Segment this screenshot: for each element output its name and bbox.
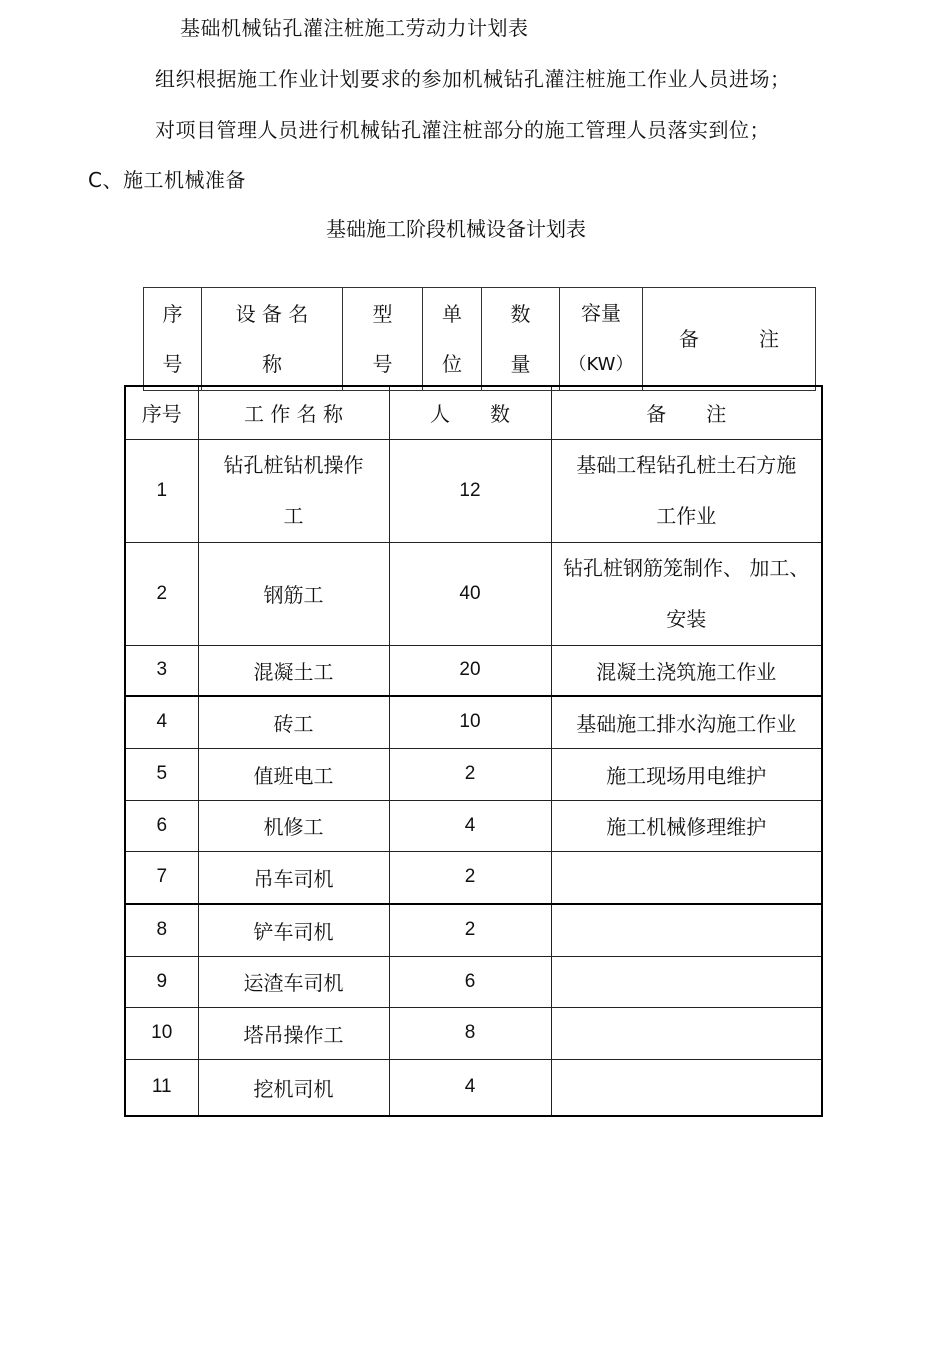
table-row: [125, 748, 822, 800]
row-count: 2: [389, 748, 551, 800]
equip-header-model: 型 号: [343, 288, 423, 391]
table-row: [125, 851, 822, 904]
table-row: [125, 439, 822, 542]
equip-header-capacity: 容量 （KW）: [560, 288, 643, 391]
row-seq: 7: [125, 851, 198, 904]
equipment-plan-table-header: [143, 287, 816, 391]
table-row: [125, 800, 822, 851]
row-job-name: 混凝土工: [198, 645, 389, 696]
equip-header-name: 设 备 名 称: [202, 288, 343, 391]
row-job-name: 塔吊操作工: [198, 1007, 389, 1059]
row-count: 10: [389, 696, 551, 748]
row-seq: 3: [125, 645, 198, 696]
row-count: 2: [389, 904, 551, 956]
row-count: 12: [389, 439, 551, 542]
row-remark: [551, 1059, 822, 1116]
row-seq: 9: [125, 956, 198, 1007]
row-seq: 4: [125, 696, 198, 748]
row-count: 4: [389, 1059, 551, 1116]
table-row: [125, 904, 822, 956]
row-remark: 钻孔桩钢筋笼制作、 加工、 安装: [551, 542, 822, 645]
row-job-name: 钻孔桩钻机操作 工: [198, 439, 389, 542]
row-job-name: 机修工: [198, 800, 389, 851]
row-seq: 2: [125, 542, 198, 645]
row-job-name: 钢筋工: [198, 542, 389, 645]
row-remark: [551, 956, 822, 1007]
paragraph-management-staff: 对项目管理人员进行机械钻孔灌注桩部分的施工管理人员落实到位；: [155, 118, 770, 142]
row-remark: [551, 1007, 822, 1059]
row-count: 40: [389, 542, 551, 645]
row-remark: [551, 904, 822, 956]
labor-header-remark: 备 注: [551, 386, 822, 439]
row-seq: 8: [125, 904, 198, 956]
row-count: 4: [389, 800, 551, 851]
row-seq: 10: [125, 1007, 198, 1059]
row-seq: 6: [125, 800, 198, 851]
row-remark: [551, 851, 822, 904]
row-job-name: 挖机司机: [198, 1059, 389, 1116]
row-remark: 基础工程钻孔桩土石方施 工作业: [551, 439, 822, 542]
equip-header-remark: 备 注: [643, 288, 816, 391]
equip-header-unit: 单 位: [423, 288, 482, 391]
row-count: 8: [389, 1007, 551, 1059]
table-row: [125, 645, 822, 696]
table-row: [125, 696, 822, 748]
labor-header-name: 工 作 名 称: [198, 386, 389, 439]
row-remark: 基础施工排水沟施工作业: [551, 696, 822, 748]
table-row: [125, 1007, 822, 1059]
row-job-name: 运渣车司机: [198, 956, 389, 1007]
row-count: 20: [389, 645, 551, 696]
equipment-table-caption: 基础施工阶段机械设备计划表: [326, 217, 586, 241]
table-row: [125, 542, 822, 645]
equip-header-qty: 数 量: [482, 288, 560, 391]
row-remark: 混凝土浇筑施工作业: [551, 645, 822, 696]
row-count: 2: [389, 851, 551, 904]
equip-header-seq: 序 号: [144, 288, 202, 391]
row-remark: 施工现场用电维护: [551, 748, 822, 800]
row-count: 6: [389, 956, 551, 1007]
section-c-heading: C、施工机械准备: [88, 168, 246, 192]
paragraph-personnel-entry: 组织根据施工作业计划要求的参加机械钻孔灌注桩施工作业人员进场；: [155, 67, 791, 91]
row-job-name: 铲车司机: [198, 904, 389, 956]
labor-plan-table: [124, 385, 823, 1117]
table-row: [125, 956, 822, 1007]
row-seq: 11: [125, 1059, 198, 1116]
labor-header-seq: 序号: [125, 386, 198, 439]
row-job-name: 砖工: [198, 696, 389, 748]
table-row: [125, 1059, 822, 1116]
labor-header-count: 人 数: [389, 386, 551, 439]
labor-plan-heading: 基础机械钻孔灌注桩施工劳动力计划表: [180, 16, 529, 40]
row-job-name: 吊车司机: [198, 851, 389, 904]
row-job-name: 值班电工: [198, 748, 389, 800]
row-remark: 施工机械修理维护: [551, 800, 822, 851]
row-seq: 1: [125, 439, 198, 542]
row-seq: 5: [125, 748, 198, 800]
